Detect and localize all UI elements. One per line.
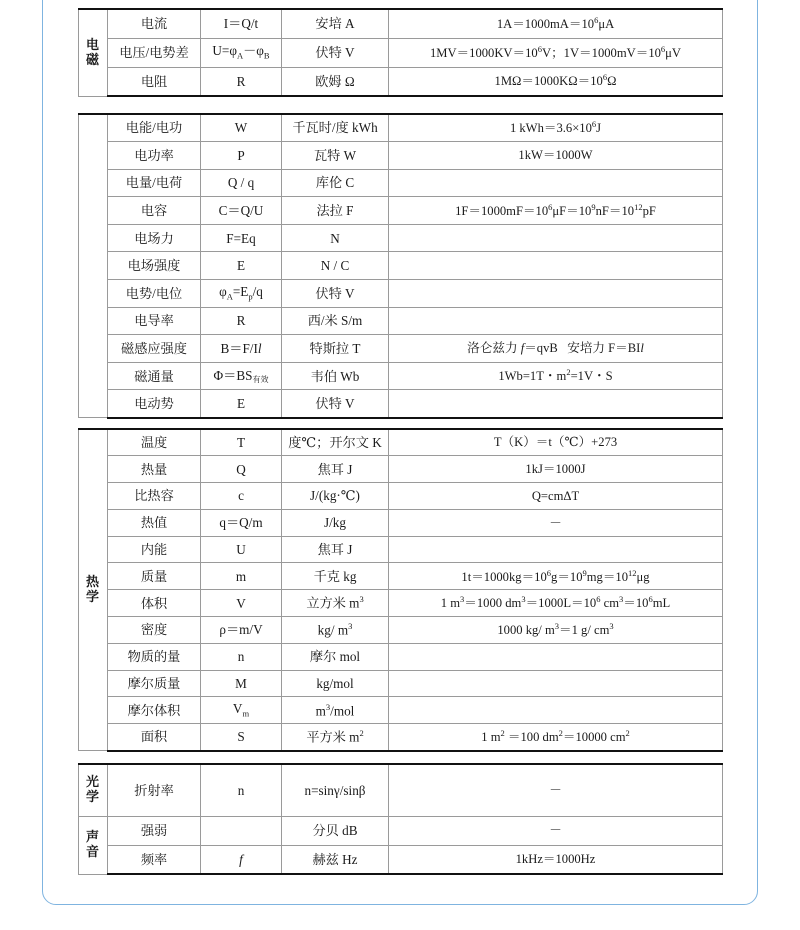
quantity-symbol: Φ＝BS有效 [201, 362, 282, 390]
quantity-relation: 洛仑兹力 f＝qvB 安培力 F＝BIl [389, 335, 723, 363]
quantity-unit: 赫兹 Hz [282, 845, 389, 874]
quantity-symbol: E [201, 252, 282, 280]
table-row [79, 456, 723, 483]
quantity-symbol: I＝Q/t [201, 9, 282, 38]
quantity-symbol: n [201, 643, 282, 670]
table-row [79, 845, 723, 874]
quantity-symbol: ρ＝m/V [201, 617, 282, 644]
quantity-relation: 1kW＝1000W [389, 142, 723, 170]
quantity-relation: 1 $m^3=1000$ $dm^3=1000L=10^6$ $cm^3=10^6mL$ [389, 590, 723, 617]
quantity-name: 磁感应强度 [108, 335, 201, 363]
quantity-name: 电动势 [108, 390, 201, 418]
quantity-name: 物质的量 [108, 643, 201, 670]
quantity-relation: － [389, 764, 723, 816]
quantity-relation: $1M\Omega=1000K\Omega=10^6\Omega$ [389, 67, 723, 96]
quantity-symbol: R [201, 67, 282, 96]
table-row [79, 67, 723, 96]
quantity-name: 面积 [108, 724, 201, 751]
quantity-unit: 欧姆 Ω [282, 67, 389, 96]
table-row [79, 197, 723, 225]
table-row [79, 764, 723, 816]
table-row [79, 724, 723, 751]
table-row [79, 670, 723, 697]
table-row [79, 252, 723, 280]
quantity-symbol: P [201, 142, 282, 170]
quantity-unit: 分贝 dB [282, 816, 389, 845]
quantity-relation [389, 536, 723, 563]
quantity-symbol: W [201, 114, 282, 142]
quantity-symbol: B＝F/Il [201, 335, 282, 363]
quantity-unit: 伏特 V [282, 38, 389, 67]
quantity-relation: $1F=1000mF=10^6\mu F=10^9nF=10^{12}pF$ [389, 197, 723, 225]
quantity-unit: 法拉 F [282, 197, 389, 225]
quantity-relation [389, 697, 723, 724]
quantity-symbol: T [201, 429, 282, 456]
table-row [79, 697, 723, 724]
quantity-relation: $1A=1000mA=10^6\mu A$ [389, 9, 723, 38]
quantity-unit: N / C [282, 252, 389, 280]
quantity-relation: － [389, 816, 723, 845]
table-row [79, 224, 723, 252]
quantity-name: 电导率 [108, 307, 201, 335]
quantity-relation: 1 $kWh=3.6\times 10^6J$ [389, 114, 723, 142]
table-row [79, 816, 723, 845]
quantity-name: 电量/电荷 [108, 169, 201, 197]
table-row [79, 307, 723, 335]
quantity-unit: 焦耳 J [282, 456, 389, 483]
table-row [79, 483, 723, 510]
quantity-relation [389, 670, 723, 697]
quantity-unit: J/kg [282, 509, 389, 536]
table-row [79, 169, 723, 197]
category-label-electromagnetism: 电 磁 [79, 9, 108, 96]
quantity-symbol: Q [201, 456, 282, 483]
quantity-symbol: V [201, 590, 282, 617]
quantity-unit: 千瓦时/度 kWh [282, 114, 389, 142]
quantity-symbol: Q / q [201, 169, 282, 197]
quantity-name: 频率 [108, 845, 201, 874]
category-label-thermodynamics: 热 学 [79, 429, 108, 751]
table-row [79, 617, 723, 644]
quantity-unit: 库伦 C [282, 169, 389, 197]
quantity-unit: J/(kg·℃) [282, 483, 389, 510]
quantity-relation: 1 $m^2 =100$ $dm^2=10000$ $cm^2$ [389, 724, 723, 751]
quantity-name: 电场力 [108, 224, 201, 252]
quantity-name: 电阻 [108, 67, 201, 96]
quantity-name: 电功率 [108, 142, 201, 170]
quantity-name: 质量 [108, 563, 201, 590]
table-row [79, 38, 723, 67]
quantity-name: 热值 [108, 509, 201, 536]
quantity-unit: N [282, 224, 389, 252]
quantity-name: 电容 [108, 197, 201, 225]
table-row [79, 563, 723, 590]
quantity-name: 电压/电势差 [108, 38, 201, 67]
quantity-name: 电能/电功 [108, 114, 201, 142]
quantity-symbol: $\varphi_A=E_p/q$ [201, 280, 282, 308]
quantity-symbol: m [201, 563, 282, 590]
category-label-blank [79, 114, 108, 418]
table-row [79, 643, 723, 670]
quantity-symbol: S [201, 724, 282, 751]
table-row [79, 536, 723, 563]
quantity-unit: 平方米 $m^2$ [282, 724, 389, 751]
quantity-name: 内能 [108, 536, 201, 563]
table-row [79, 590, 723, 617]
quantity-name: 强弱 [108, 816, 201, 845]
quantity-symbol: f [201, 845, 282, 874]
quantity-unit: 摩尔 mol [282, 643, 389, 670]
quantity-symbol: $V_m$ [201, 697, 282, 724]
quantity-symbol: R [201, 307, 282, 335]
quantity-unit: 瓦特 W [282, 142, 389, 170]
quantity-symbol: M [201, 670, 282, 697]
quantity-symbol: $U=\varphi_A-\varphi_B$ [201, 38, 282, 67]
quantity-relation: Q=cmΔT [389, 483, 723, 510]
table-row [79, 362, 723, 390]
table-row [79, 142, 723, 170]
quantity-symbol: E [201, 390, 282, 418]
quantity-name: 折射率 [108, 764, 201, 816]
quantity-unit: kg/ $m^3$ [282, 617, 389, 644]
quantity-unit: 韦伯 Wb [282, 362, 389, 390]
quantity-relation: $1MV=1000KV=10^6V$；$1V=1000mV=10^6\mu V$ [389, 38, 723, 67]
category-label-sound: 声 音 [79, 816, 108, 874]
quantity-relation: $1t=1000kg=10^6g=10^9mg=10^{12}\mu g$ [389, 563, 723, 590]
quantity-symbol: q＝Q/m [201, 509, 282, 536]
quantity-unit: n=sinγ/sinβ [282, 764, 389, 816]
quantity-symbol: n [201, 764, 282, 816]
quantity-unit: $m^3$/mol [282, 697, 389, 724]
quantity-name: 摩尔质量 [108, 670, 201, 697]
quantity-unit: 伏特 V [282, 280, 389, 308]
quantity-relation [389, 252, 723, 280]
quantity-relation: 1Wb=1T・$m^2=1V$・S [389, 362, 723, 390]
table-electromagnetism [78, 8, 723, 97]
quantity-name: 热量 [108, 456, 201, 483]
quantity-relation [389, 280, 723, 308]
quantity-unit: 度℃；开尔文 K [282, 429, 389, 456]
quantity-relation: 1000 kg/ $m^3=1$ g/ $cm^3$ [389, 617, 723, 644]
table-row [79, 114, 723, 142]
quantity-relation [389, 643, 723, 670]
quantity-name: 磁通量 [108, 362, 201, 390]
quantity-symbol: C＝Q/U [201, 197, 282, 225]
table-row [79, 335, 723, 363]
quantity-name: 电势/电位 [108, 280, 201, 308]
quantity-name: 密度 [108, 617, 201, 644]
table-thermodynamics [78, 428, 723, 752]
quantity-symbol: F=Eq [201, 224, 282, 252]
quantity-name: 摩尔体积 [108, 697, 201, 724]
table-electricity-continued [78, 113, 723, 419]
quantity-name: 温度 [108, 429, 201, 456]
quantity-relation: T（K）＝t（℃）+273 [389, 429, 723, 456]
quantity-name: 电场强度 [108, 252, 201, 280]
table-row [79, 390, 723, 418]
quantity-relation [389, 307, 723, 335]
table-row [79, 509, 723, 536]
quantity-relation [389, 224, 723, 252]
quantity-symbol: U [201, 536, 282, 563]
quantity-unit: 伏特 V [282, 390, 389, 418]
quantity-unit: 特斯拉 T [282, 335, 389, 363]
quantity-symbol: c [201, 483, 282, 510]
quantity-name: 电流 [108, 9, 201, 38]
quantity-relation [389, 169, 723, 197]
quantity-relation: － [389, 509, 723, 536]
table-optics-sound [78, 763, 723, 875]
table-row [79, 9, 723, 38]
quantity-relation: 1kHz＝1000Hz [389, 845, 723, 874]
quantity-unit: 安培 A [282, 9, 389, 38]
table-row [79, 280, 723, 308]
quantity-symbol [201, 816, 282, 845]
quantity-relation [389, 390, 723, 418]
quantity-unit: kg/mol [282, 670, 389, 697]
quantity-unit: 西/米 S/m [282, 307, 389, 335]
quantity-name: 比热容 [108, 483, 201, 510]
table-row [79, 429, 723, 456]
quantity-unit: 焦耳 J [282, 536, 389, 563]
quantity-unit: 千克 kg [282, 563, 389, 590]
quantity-unit: 立方米 $m^3$ [282, 590, 389, 617]
quantity-relation: 1kJ＝1000J [389, 456, 723, 483]
quantity-name: 体积 [108, 590, 201, 617]
category-label-optics: 光 学 [79, 764, 108, 816]
